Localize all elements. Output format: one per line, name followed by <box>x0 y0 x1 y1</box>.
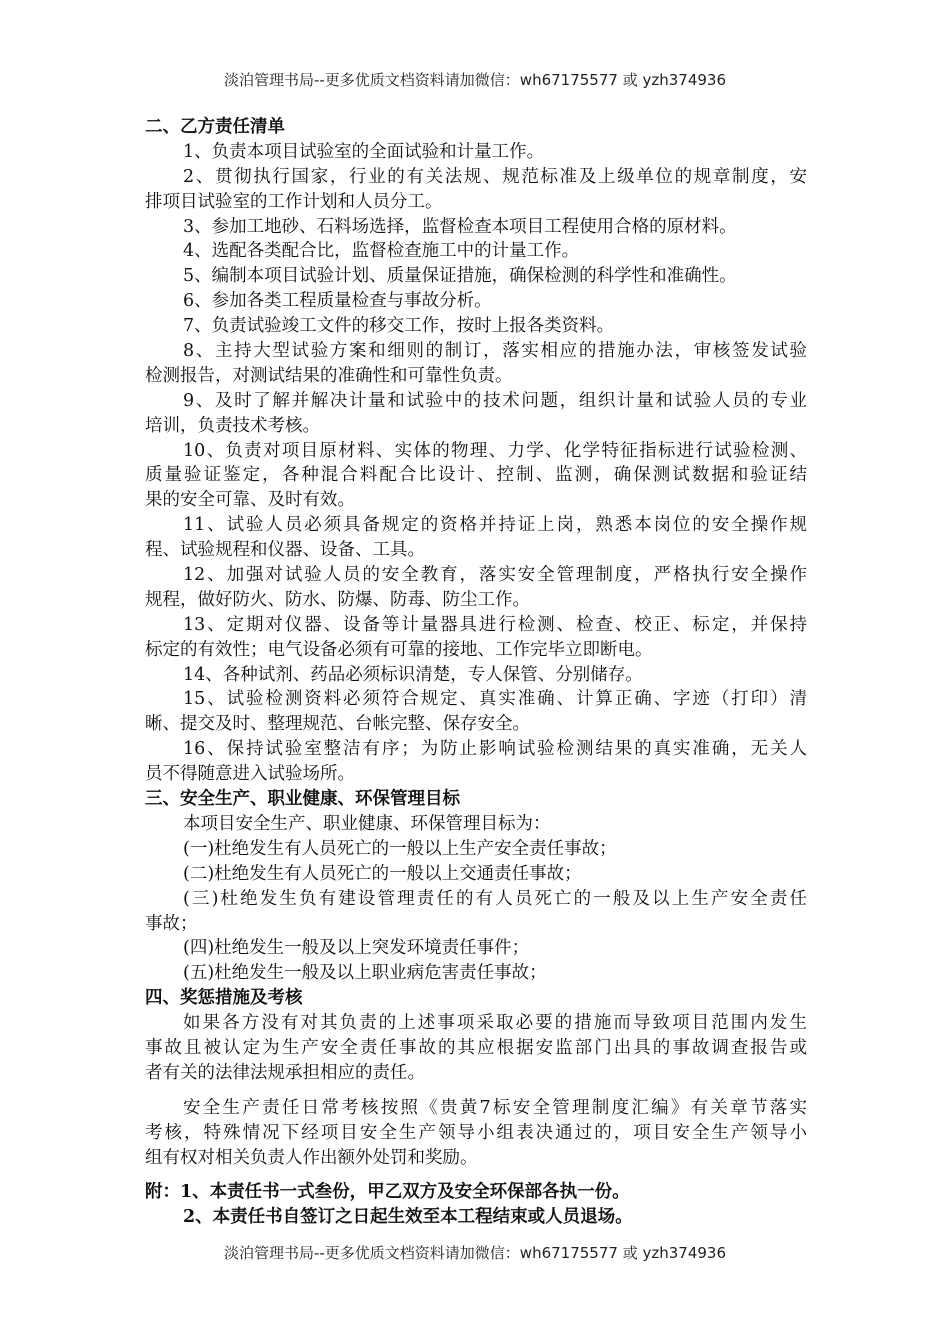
paragraph <box>145 687 807 737</box>
text-line: (一)杜绝发生有人员死亡的一般以上生产安全责任事故； <box>183 838 617 859</box>
text-line: 组有权对相关负责人作出额外处罚和奖励。 <box>145 1147 478 1168</box>
text-line: (四)杜绝发生一般及以上突发环境责任事件； <box>183 938 530 959</box>
text-line: 15、试验检测资料必须符合规定、真实准确、计算正确、字迹（打印）清 <box>183 689 807 710</box>
paragraph <box>145 663 807 688</box>
text-line: 员不得随意进入试验场所。 <box>145 764 355 785</box>
text-line: 程、试验规程和仪器、设备、工具。 <box>145 540 425 561</box>
text-line: 10、负责对项目原材料、实体的物理、力学、化学特征指标进行试验检测、 <box>183 440 807 461</box>
text-line: 晰、提交及时、整理规范、台帐完整、保存安全。 <box>145 714 530 735</box>
section-heading <box>145 115 807 140</box>
section-heading <box>145 787 807 812</box>
text-line: 质量验证鉴定，各种混合料配合比设计、控制、监测，确保测试数据和验证结 <box>145 465 807 486</box>
paragraph <box>145 1205 807 1230</box>
text-line: 3、参加工地砂、石料场选择，监督检查本项目工程使用合格的原材料。 <box>183 216 737 237</box>
paragraph <box>145 936 807 961</box>
text-line: (二)杜绝发生有人员死亡的一般以上交通责任事故； <box>183 863 582 884</box>
text-line: 1、负责本项目试验室的全面试验和计量工作。 <box>183 141 545 162</box>
paragraph <box>145 737 807 787</box>
paragraph <box>145 513 807 563</box>
text-line: 三、安全生产、职业健康、环保管理目标 <box>145 789 460 810</box>
paragraph <box>145 837 807 862</box>
text-line: 本项目安全生产、职业健康、环保管理目标为： <box>183 813 551 834</box>
text-line: 排项目试验室的工作计划和人员分工。 <box>145 191 443 212</box>
paragraph <box>145 812 807 837</box>
paragraph <box>145 339 807 389</box>
paragraph <box>145 239 807 264</box>
paragraph <box>145 289 807 314</box>
paragraph <box>145 1011 807 1086</box>
text-line: 16、保持试验室整洁有序；为防止影响试验检测结果的真实准确，无关人 <box>183 739 807 760</box>
text-line: (五)杜绝发生一般及以上职业病危害责任事故； <box>183 963 547 984</box>
text-line: 9、及时了解并解决计量和试验中的技术问题，组织计量和试验人员的专业 <box>183 390 807 411</box>
header-watermark: 淡泊管理书局--更多优质文档资料请加微信：wh67175577 或 yzh374936 <box>223 71 726 89</box>
paragraph <box>145 314 807 339</box>
paragraph <box>145 389 807 439</box>
paragraph <box>145 862 807 887</box>
text-line: 附：1、本责任书一式叁份，甲乙双方及安全环保部各执一份。 <box>145 1182 630 1203</box>
paragraph <box>145 887 807 937</box>
text-line: 13、定期对仪器、设备等计量器具进行检测、检查、校正、标定，并保持 <box>183 614 807 635</box>
paragraph <box>145 961 807 986</box>
text-line: 如果各方没有对其负责的上述事项采取必要的措施而导致项目范围内发生 <box>183 1013 807 1034</box>
text-line: 2、本责任书自签订之日起生效至本工程结束或人员退场。 <box>183 1207 633 1228</box>
text-line: 二、乙方责任清单 <box>145 117 285 137</box>
text-line: 14、各种试剂、药品必须标识清楚，专人保管、分别储存。 <box>183 664 643 685</box>
text-line: 安全生产责任日常考核按照《贵黄7标安全管理制度汇编》有关章节落实 <box>183 1097 807 1118</box>
text-line: 12、加强对试验人员的安全教育，落实安全管理制度，严格执行安全操作 <box>183 565 807 586</box>
paragraph <box>145 165 807 215</box>
text-line: 7、负责试验竣工文件的移交工作，按时上报各类资料。 <box>183 316 615 337</box>
paragraph <box>145 140 807 165</box>
text-line: 标定的有效性；电气设备必须有可靠的接地、工作完毕立即断电。 <box>145 639 653 660</box>
paragraph <box>145 563 807 613</box>
paragraph <box>145 264 807 289</box>
section-heading <box>145 986 807 1011</box>
text-line: (三)杜绝发生负有建设管理责任的有人员死亡的一般及以上生产安全责任 <box>183 888 807 909</box>
text-line: 培训，负责技术考核。 <box>145 415 320 436</box>
text-line: 5、编制本项目试验计划、质量保证措施，确保检测的科学性和准确性。 <box>183 266 737 287</box>
paragraph <box>145 1096 807 1171</box>
document-body <box>145 115 807 1230</box>
text-line: 2、贯彻执行国家，行业的有关法规、规范标准及上级单位的规章制度，安 <box>183 166 807 187</box>
text-line: 考核，特殊情况下经项目安全生产领导小组表决通过的，项目安全生产领导小 <box>145 1122 807 1143</box>
footer-watermark: 淡泊管理书局--更多优质文档资料请加微信：wh67175577 或 yzh374936 <box>223 1244 726 1262</box>
paragraph <box>145 1180 807 1205</box>
text-line: 四、奖惩措施及考核 <box>145 988 303 1009</box>
text-line: 检测报告，对测试结果的准确性和可靠性负责。 <box>145 365 513 386</box>
text-line: 事故且被认定为生产安全责任事故的其应根据安监部门出具的事故调查报告或 <box>145 1037 807 1058</box>
text-line: 11、试验人员必须具备规定的资格并持证上岗，熟悉本岗位的安全操作规 <box>183 515 807 536</box>
text-line: 者有关的法律法规承担相应的责任。 <box>145 1062 425 1083</box>
text-line: 事故； <box>145 913 198 934</box>
text-line: 8、主持大型试验方案和细则的制订，落实相应的措施办法，审核签发试验 <box>183 341 807 362</box>
text-line: 规程，做好防火、防水、防爆、防毒、防尘工作。 <box>145 589 530 610</box>
text-line: 果的安全可靠、及时有效。 <box>145 490 355 511</box>
paragraph <box>145 439 807 514</box>
text-line: 6、参加各类工程质量检查与事故分析。 <box>183 291 492 312</box>
text-line: 4、选配各类配合比，监督检查施工中的计量工作。 <box>183 241 580 262</box>
paragraph <box>145 215 807 240</box>
paragraph <box>145 613 807 663</box>
